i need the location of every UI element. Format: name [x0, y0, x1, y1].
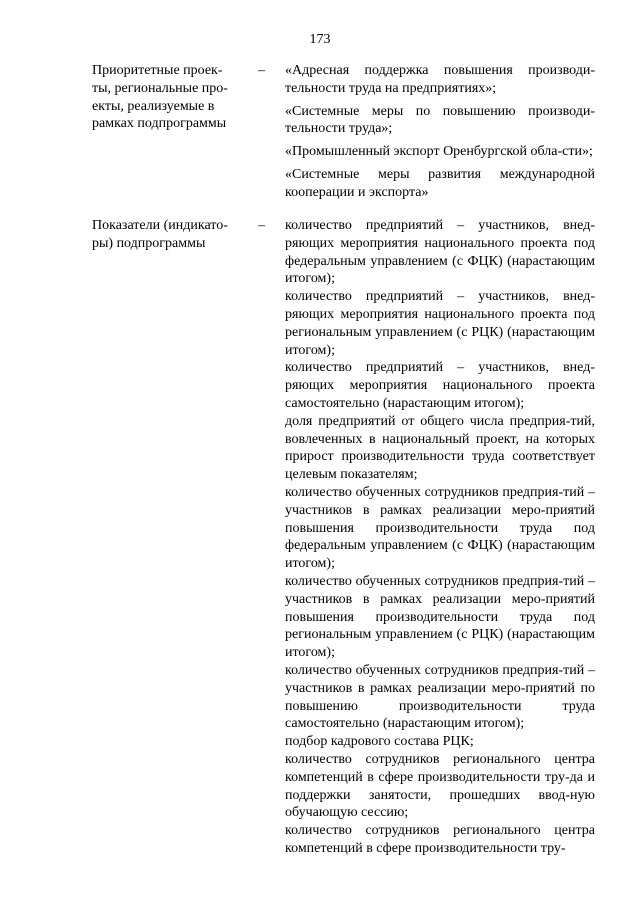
section-label: Приоритетные проек- ты, региональные про- екты, реализуемые в рамках подпрограммы — [92, 63, 228, 132]
paragraph: «Адресная поддержка повышения производи-тельности труда на предприятиях»; — [285, 63, 595, 96]
paragraph: количество предприятий – участников, внед-ряющих мероприятия национального проекта под региональным управлением (с РЦК) (нарастающим итогом); — [285, 289, 595, 358]
paragraph: количество предприятий – участников, внед-ряющих мероприятия национального проекта под федеральным управлением (с ФЦК) (нарастающим итогом); — [285, 218, 595, 287]
paragraph: количество сотрудников регионального центра компетенций в сфере производительности тру-да и поддержки занятости, прошедших ввод-ную обучающую сессию; — [285, 751, 595, 821]
paragraph: «Промышленный экспорт Оренбургской обла-сти»; — [285, 144, 593, 160]
separator-dash: – — [258, 63, 265, 78]
page-number: 173 — [309, 32, 331, 47]
paragraph: количество обученных сотрудников предприя-тий – участников в рамках реализации меро-приятий повышения производительности труда под региональным управлением (с РЦК) (нарастающим итогом); — [285, 573, 595, 661]
paragraph: количество обученных сотрудников предприя-тий – участников в рамках реализации меро-приятий по повышению производительности труда самостоятельно (нарастающим итогом); — [285, 662, 595, 732]
paragraph: доля предприятий от общего числа предприя-тий, вовлеченных в национальный проект, на которых прирост производительности труда соответствует целевым показателям; — [285, 413, 595, 483]
separator-dash: – — [258, 218, 265, 233]
section-label: Показатели (индикато- ры) подпрограммы — [92, 218, 228, 251]
paragraph: количество предприятий – участников, внед-ряющих мероприятия национального проекта самостоятельно (нарастающим итогом); — [285, 360, 595, 411]
section-content — [285, 217, 595, 858]
paragraph: «Системные меры по повышению производи-тельности труда»; — [285, 103, 595, 137]
paragraph: количество обученных сотрудников предприя-тий – участников в рамках реализации меро-приятий повышения производительности труда под федеральным управлением (с ФЦК) (нарастающим итогом); — [285, 484, 595, 572]
paragraph: подбор кадрового состава РЦК; — [285, 734, 474, 750]
section-content — [285, 62, 595, 202]
paragraph: «Системные меры развития международной кооперации и экспорта» — [285, 166, 595, 200]
paragraph: количество сотрудников регионального центра компетенций в сфере производительности тру- — [285, 823, 595, 856]
